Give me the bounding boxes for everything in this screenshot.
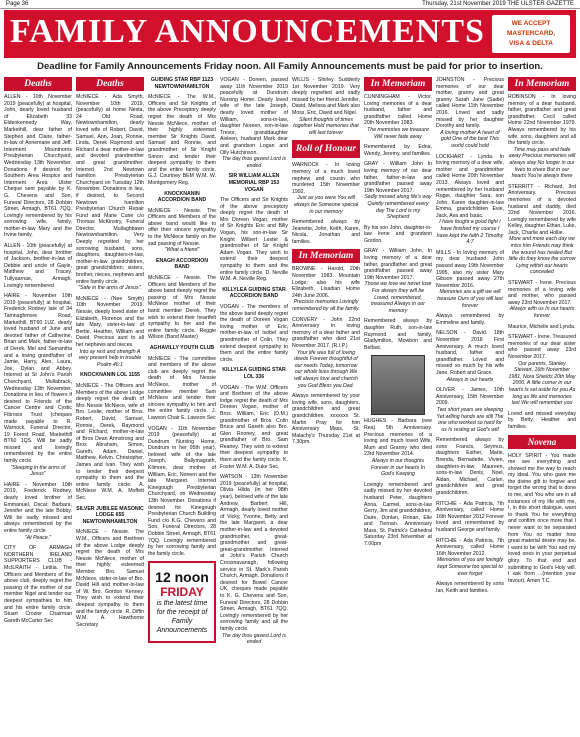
notice-text: STERRITT - Richard, 3rd Anniversary. Precious memories of a devoted husband and daddy, died 22nd November 2016. Lovingly remembered by wife Kelley, daughter Ethan, Luke, Jack, Charlie and Hollie. bbox=[508, 183, 576, 236]
notice bbox=[148, 426, 216, 558]
notice bbox=[508, 94, 576, 180]
notice-text: RITCHIE - Ada Patricia, 7th Anniversary, called Home 16th November 2012. bbox=[436, 537, 504, 557]
notice bbox=[220, 304, 288, 363]
ad-text: is the latest time for the receipt of Family Announcements bbox=[156, 600, 208, 635]
notice bbox=[4, 482, 72, 541]
deadline-notice: Deadline for Family Announcements Friday noon. All Family Announcements must be paid for prior to insertion. bbox=[37, 61, 543, 72]
notice-verse: "Safe in the arms of Jesus". bbox=[78, 285, 142, 292]
organisation-heading: SIR WILLIAM ALLEN MEMORIAL RBP 153 VOGAN bbox=[228, 173, 280, 193]
notice bbox=[436, 437, 504, 496]
notice bbox=[364, 94, 432, 140]
organisation-heading: KNOCKNANIN LOL 1155 bbox=[80, 372, 140, 379]
notice-text: McNIECE - (Nee Smyth) 10th November 2019. Nessie, deeply loved sister of Elizabeth, Florence and the late Mary, sister-in-law of Bertie. Heather, William and David. Precious aunt to all her nephews and nieces. bbox=[76, 295, 144, 348]
roll-of-honour-heading: Roll of Honour bbox=[292, 140, 360, 158]
organisation-heading: KNOCKNANIN ACCORDION BAND bbox=[157, 190, 207, 204]
deadline-advert bbox=[148, 561, 216, 643]
notice-verse: The memories we treasure Will never fade away bbox=[367, 126, 429, 140]
notice bbox=[148, 275, 216, 341]
notice bbox=[508, 324, 576, 331]
notice-text: Remembered always by daughter Ruth, son-in-law Raymond and family, Gladymilton, Mowbon and Belfast. bbox=[364, 318, 432, 351]
column-6 bbox=[364, 77, 432, 735]
notice bbox=[508, 453, 576, 585]
notice-text: McNIECE - Ada Smyth, November 10th 2019, (peacefully) at home Nesta, 24 Old Road, Newtownhamilton, dearly loved wife of Robert, David, Samuel, Ann, Joan, Ronnie, Linda, Derek Raymond and Richard a dear mother-in-law and devoted grandmother and great grandmother. Interred 2nd Newtown hamilton Presbyterian Churchyard on Tuesday 12th November. Donations in lieu, if desired, to Second Newtown hamilton Presbyterian Church Repair Fund and Marie Curie c/o Thomas McKinstry, Funeral Director, Mullaghbawn Newtownhamilton. Very Deeply regretted by her sorrowing husband, sons, daughters, daughters-in-law, mother-in-law grandchildren, great grandchildren, sisters, brother, nieces, nephews and entire family circle. bbox=[76, 94, 144, 285]
notice-text: McNIECE - The committee and members of the above club are deeply regret the death of Mrs Nessie McNiece, mother of committee member Sam McNiece and tender their sincere sympathy to him and the entire family circle. J. Lawson Chair E. Lawson Sec bbox=[148, 355, 216, 421]
ad-day: FRIDAY bbox=[160, 585, 204, 600]
notice-verse: Precious memories Lovingly remembered by all the family. bbox=[292, 299, 360, 313]
card-line: WE ACCEPT bbox=[511, 20, 551, 27]
notice bbox=[148, 94, 216, 186]
notice bbox=[436, 330, 504, 383]
notice-text: WARNOCK - In loving memory of a much loved nephew and cousin who murdered 15th November 1992. bbox=[292, 162, 360, 195]
column-3 bbox=[148, 77, 216, 735]
notice bbox=[292, 393, 360, 446]
notice-verse: Time may pass and fade away Precious memories will always stay No longer in our lives to share But in our hearts You're always there bbox=[508, 146, 576, 180]
notice-text: Remembered always by Jeanette, John, Keith, Karen, Nicola, Jonathan and families. bbox=[292, 219, 360, 245]
notice bbox=[4, 94, 72, 239]
section-heading: Deaths bbox=[4, 77, 72, 91]
notice-text: WATSON - 13th November 2019 (peacefully) at hospital, Olivia Hilda (in her 98th year), beloved wife of the late Andrew, Barbert Hill, Armagh, dearly loved mother of Vicky, Yvonne, Betty and the late Margaret, a dear mother-in-law and a devoted grandmother, great-grandmother and great-great-grandmother. Interred at John's Parish Church Crossnavanagh, following service in St. Mark's Parish Church, Armagh. Donations if desired for Bowel Cancer UK, cheques made payable to K. G. Chevens and Son, Funeral Directors, 28 Dobbin Street, Armagh, BT61 7QQ. Lovingly remembered by her sorrowing family and all the family circle. bbox=[220, 474, 288, 632]
notice-text: Remembered always by sons Francis, Seymus, daughters Esther, Marie, Brenda, Bernadette, Vivien, daughters-in-law Maureen, sons-in-law Denis, Noel, Aidan, Michael, Carlan, grandchildren and great grandchildren. bbox=[436, 437, 504, 497]
notice-text: STEWART - Irene. Precious memories of a loving wife and mother, who passed away 23rd November 2017. bbox=[508, 280, 576, 306]
notice bbox=[76, 383, 144, 502]
column-5 bbox=[292, 77, 360, 735]
organisation-heading: ENAGH ACCORDION BAND bbox=[156, 257, 208, 271]
column-2 bbox=[76, 77, 144, 735]
family-announcements-banner bbox=[4, 10, 576, 58]
notice bbox=[508, 280, 576, 320]
notice-verse: I have fought a good fight I have finished my course I have kept the faith 2 Timothy 4:7 bbox=[436, 219, 504, 246]
notice-verse: A loving mother A heart of gold One of the best This world could hold bbox=[440, 129, 500, 149]
notice bbox=[220, 385, 288, 471]
notice-text: HUGHES - Barbara (nee Rea) 5th Anniversary. Precious memories of a loving and much loved Wife, Mum and Granny who died 23rd November 2014. bbox=[364, 418, 432, 458]
notice bbox=[436, 581, 504, 594]
notice bbox=[436, 77, 504, 150]
notice-verse: Into ay rest and strength A very present help in trouble Psalm 46:1 bbox=[78, 348, 142, 368]
notice bbox=[4, 293, 72, 478]
column-8 bbox=[508, 77, 576, 735]
ad-time: 12 noon bbox=[155, 569, 209, 586]
notice-text: JOHNSTON - Precious memories of our dear mother, granny and great granny Sarah Jane (Sadie) called Home 11th November 2016. Loved and sadly missed by her daughter Dorothy and family. bbox=[436, 77, 504, 130]
notice-verse: Sadly missed along life's way Quietly remembered every day The Lord is my Shepherd bbox=[364, 194, 432, 221]
notice bbox=[364, 318, 432, 351]
notice bbox=[364, 225, 432, 245]
notice bbox=[220, 474, 288, 645]
notice-text: VOGAN - Doreen, passed away 11th November 2019 peacefully at Dundrum Nursing Home. Dearly loved wife of the late Joseph, dearly loved mother of William, sons-in-law, daughter Noreen, son-in-law Trevor, granddaughter Aisleen, husband Mark dear and grandson Logan and Olly Hutchinson. bbox=[220, 77, 288, 156]
issue-date: Thursday, 21st November 2019 THE ULSTER GAZETTE bbox=[422, 1, 574, 7]
organisation-heading: KILLYLEA GUIDING STAR LOL 336 bbox=[222, 367, 286, 380]
organisation-heading: GUIDING STAR RBP 1123 NEWTOWNHAMILTON bbox=[150, 77, 214, 90]
notice-text: Maurice, Michelle and Lynda. bbox=[508, 323, 576, 330]
column-1 bbox=[4, 77, 72, 735]
card-line: MASTERCARD, bbox=[506, 30, 556, 37]
notice-text: McNIECE - The Officers and Members of the above Lodge deeply regret the death of Mrs Nessie McNiece, wife of Bro. Leslie, mother of Bros. Robert, David, Samuel, Ronnie, Derek, Raymond and Richard, mother-in-law of Bros Dean Armstrong and Bros Abraham, Simon, Gareth, Adam, Daniel, Matthew, Kelvin. Christopher, James and Ivan. They wish to tender their deepest sympathy to them and the entire family circle. A. McNiece W.M. A. Moffett Sec. bbox=[76, 382, 144, 502]
notice bbox=[508, 411, 576, 431]
notice-text: LOCKHART - Lynda. In loving memory of a dear wife, mother and grandmother called Home 20th November 2013. Always loved and remembered by her husband Roger, daughter Sara, son John, Karen daughter-in-law Emma, grandchildren Evie, Jack, Ava and Isaac. bbox=[436, 153, 504, 219]
notice bbox=[4, 243, 72, 289]
notice-text: ALLEN - 10th (peacefully) at hospital, John, dear brother of Jackson, brother-in-law of Debbie and uncle of Gayle, Matthew and Tracey. Tullyaarnae, Armagh. Lovingly remembered bbox=[4, 243, 72, 289]
notice-text: Always remembered by your loving wife, sons, daughters, grandchildren and great grandchildren. xxxxxxx St. Martin Pray for him Anniversary Mass, St. Malachy's Thursday 21st at 7.30pm. bbox=[292, 393, 360, 446]
notice-text: HAIRE - November 10th 2019 (peacefully) at hospital, Frederick Rodney late of 34 Tamnaghmore Road, Markethill, BT60 1UZ, dearly loved husband of June and devoted father of Catherine, Brian and Mark, father-in-law of Derek, Mel and Samantha and a loving grandfather of Jamie, Harry, Alex, Laura, Joe, Dylan and Abbey. Interred at St John's Parish Churchyard, Mullabrack, Wednesday 13th November. Donations in lieu of flowers if desired to Friends of the Cancer Centre and Cystic Fibrosis Trust (cheques made payable to R. Warnock, Funeral Director, 19 Forest Road, Markethill BT60 1QS. Will be sadly missed and lovingly remembered by the entire family circle. bbox=[4, 293, 72, 465]
page-header bbox=[0, 0, 580, 9]
notice bbox=[364, 161, 432, 220]
notice-text: VOGAN - The members of the above band deeply regret the death of Doreen Vogan loving mother of Eric, mother-in-law of Isobel and grandmother of Colin. They extend deepest sympathy to them and the entire family circle. bbox=[220, 304, 288, 363]
notice-verse: "What a friend" bbox=[164, 247, 200, 254]
notice bbox=[436, 387, 504, 433]
notice bbox=[436, 313, 504, 326]
notice-verse: Memories are a gift we will treasure Ours of you will last forever bbox=[437, 289, 503, 309]
organisation-heading: AGHAVILLY YOUTH CLUB bbox=[149, 344, 215, 351]
notice-text: CITY OF ARMAGH NORTHERN IRELAND SUPPORTERS CLUB - McILRAITH - Letitia. The Officers and Members of the above club, deeply regret the passing of the mother of our member Nigel and tender our deepest sympathies to him and his entire family circle. Stuart Crozier Chairman Gareth McCarter Sec bbox=[4, 545, 72, 624]
notice-text: RITCHIE - Ada Patricia, 7th Anniversary, called Home 16th November 2012 Forever loved and remembered by husband George and family. bbox=[436, 500, 504, 533]
notice-verse: Two short years are sleeping Yet willing hands are still The one who worked so hard for us Is resting at God's will bbox=[436, 406, 504, 433]
page-number: Page 36 bbox=[6, 1, 29, 7]
notice-verse: More and more each day we miss him Friends may think the wound has healed But little do they know the sorrow Lying within our hearts concealed bbox=[508, 236, 576, 276]
notice bbox=[220, 197, 288, 283]
section-heading: Deaths bbox=[76, 77, 144, 91]
notice bbox=[364, 418, 432, 477]
notice-verse: "Sleeping in the arms of Jesus" bbox=[10, 464, 66, 478]
notice bbox=[364, 144, 432, 157]
notice-text: CONVERY - John 22nd Anniversary In loving memory of a dear father and grandfather who died 21st November 2017. (R.I.P.) bbox=[292, 316, 360, 349]
notice bbox=[292, 77, 360, 136]
novena-heading: Novena bbox=[508, 435, 576, 449]
notice-text: GRAY - William John In loving memory of our dear father, father-in-law and grandfather passed away 19th November 2017. bbox=[364, 161, 432, 194]
notice bbox=[148, 208, 216, 254]
notice bbox=[76, 94, 144, 292]
organisation-heading: KILLYLEA GUIDING STAR ACCORDION BAND bbox=[222, 286, 286, 300]
column-7 bbox=[436, 77, 504, 735]
notice bbox=[292, 219, 360, 245]
notice-text: STEWART - Irene. Treasured memories of our dear sister who passed away 23rd November 2017. bbox=[508, 334, 576, 360]
notice-text: Always remembered by Emmeline and family. bbox=[436, 313, 504, 326]
notice bbox=[292, 162, 360, 215]
notice bbox=[4, 545, 72, 624]
notice bbox=[364, 248, 432, 314]
notice-text: GRAY - William John, In loving memory of a dear father, grandfather and great grandfather passed away 19th November 2017. bbox=[364, 248, 432, 281]
notice bbox=[292, 266, 360, 312]
memorial-photo bbox=[371, 355, 425, 415]
notice-text: McNIECE - The W.M., Officers and Sir Knights of the above Preceptory deeply regret the death of Mrs Nessie McNiece, mother of their highly esteemed member Sir Knights David, Samuel and Ronnie, and grandmother of Sir Knight Simon and tender their deepest sympathy to them and the entire family circle. G.J. Courtney BEM W.M. W. Montgomery Reg. bbox=[148, 94, 216, 186]
notice-verse: Always in our hearts bbox=[446, 376, 494, 383]
notice-text: McNIECE - Nessie. The Officers and Members of the above band deeply regret the passing of Mrs Nessie McNiece mother of their band member Derek. They wish to extend their heartfelt sympathy to her and the entire family circle. Reggie Wilson (Band Master) bbox=[148, 275, 216, 341]
notice-text: McNIECE - Nessie. The Officers and Members of the above band would like to offer their sincere sympathy to the McNiece family on the sad passing of Nessie. bbox=[148, 207, 216, 247]
notice-verse: Our parents, Stanley Stewart, 16th November 1981, Nora Shields 20th May 2000. A little corner in our hearts Is set aside for you As long as life and memories last We will remember you bbox=[508, 360, 576, 407]
notice-text: MILLS - In loving memory of my dear husband John passed away 19th November 1995, also my sister Mary Gibson passed away 27th November 2016. bbox=[436, 249, 504, 289]
notice-text: HOLY SPIRIT - You made me see everything and showed me the way to reach my ideal. You who gave me the divine gift to forgive and forget the wrong that is done to me, and You who are in all instances of my life with me, I, in this short dialogue, want to thank You for everything and confirm once more that I never want to be separated from You no matter how great material desire may be. I want to be with You and my loved ones in your perpetual glory. To that end and submitting to God's Holy will. I ask from ...(mention your favour). Amen T.C. bbox=[508, 452, 576, 584]
notice-text: NELSON - David. 18th November 2018 First Anniversary. A much loved husband, father and grandfather. Loved and missed so much by his wife Jane, Robert and Grace. bbox=[436, 330, 504, 376]
organisation-heading: SILVER JUBILEE MASONIC LODGE 655 NEWTOWNHAMILTON bbox=[76, 505, 144, 525]
notice-text: McNIECE - Nessie. The W.M., Officers and Brethren of the above Lodge deeply regret the death of Mrs Nessie McNiece, mother of their highly esteemed Member Bro. Samuel McNiece, sister-in-law of Bro. David Hill and mother-in-law of W. Bro. Gordon Kenney. They wish to extend their deepest sympathy to them and the family circle. R. Diffin W.M. A. Hawthorne Secretary bbox=[76, 529, 144, 628]
section-heading: In Memoriam bbox=[292, 249, 360, 263]
card-line: VISA & DELTA bbox=[509, 40, 553, 47]
section-heading: In Memoriam bbox=[508, 77, 576, 91]
notice-text: Remembered by Edna, Wendy, Jeremy, and families. bbox=[364, 144, 432, 157]
column-4 bbox=[220, 77, 288, 735]
notice-text: Loved and missed everyday by Betty, Heather and families. bbox=[508, 410, 576, 430]
notice-verse: Silent thoughts of times together Hold memories that will last forever bbox=[293, 116, 359, 136]
notice-verse: Always in our thoughts Forever in our hearts In God's Keeping bbox=[371, 457, 425, 478]
notice bbox=[292, 317, 360, 390]
notice bbox=[436, 250, 504, 309]
notice-text: ALLEN - 10th November 2019 (peacefully) at hospital, John, dearly loved husband of Elizabeth 33 Eldenkennedy Way, Markethill, dear father of Stephen and Claire, father-in-law of Annemarie and Jeff. Interment Mountnorris Presbyterian Churchyard, Wednesday 13th November. Donations if desired for Southern Area Hospice and Interment Area Ulster Cheque sent payable by K. G. Chevens and Son, Funeral Directors, 28 Dobbin Street, Armagh, BT61 7QQ. Lovingly remembered by his sorrowing wife, family, mother-in-law Mary and the Irvine family. bbox=[4, 94, 72, 239]
notice bbox=[508, 184, 576, 276]
notice bbox=[220, 77, 288, 169]
banner-title: FAMILY ANNOUNCEMENTS bbox=[10, 13, 485, 50]
notice-verse: Those we love we never lose For always they will be Loved, remembered, treasured Always in our memory bbox=[364, 281, 432, 314]
notice-verse: "At Peace." bbox=[24, 534, 52, 541]
notice-text: CUNNINGHAM - Victor. Loving memories of a dear husband, father and grandfather called Home 20th November 1983. bbox=[364, 94, 432, 127]
notice-text: By his son John, daughter-in-law Irene and grandson Gordon. bbox=[364, 224, 432, 244]
notice-text: Always remembered by sons Ian, Keith and families. bbox=[436, 581, 504, 594]
notice-text: ROBINSON - In loving memory of a dear husband, father, grandfather and great grandfather, Cecil called Home 22nd November 1979. Always remembered by his wife, sons, daughters and all the family circle. bbox=[508, 94, 576, 147]
notice-verse: Your life was full of loving deeds Forever thoughtful of our needs Today, tomorrow our whole lives through We will always love and cherish you God Bless you Dad. bbox=[294, 349, 358, 389]
notice-text: Lovingly remembered and sadly missed by her devoted husband Peter, daughters Anna, Carmel, sons-in-law Gerry, Jim and grandchildren, Daire, Donlan, Ronan, Elle and Tiernan. Anniversary Mass, St. Patrick's Cathedral Saturday 23rd November at 7.00pm bbox=[364, 481, 432, 548]
notice-text: VOGAN - The W.M. Officers and Brethren of the above lodge regret the death of Mrs Doreen Vogan, mother of Bros. William, Eric (D.M.) grandmother of Bros. Colin Bruce and Gareth also Bro. Glen Rooney, and great grandfather of Bro. Sam Reaney. They wish to extend their deepest sympathy to them and the family circle. K. Foster W.M. A. Duke Sec. bbox=[220, 384, 288, 470]
notice bbox=[364, 482, 432, 548]
notice bbox=[436, 538, 504, 578]
notice bbox=[76, 529, 144, 628]
notice-verse: Always with us In our hearts forever bbox=[509, 306, 575, 319]
notice-verse: Just as you were You will always be Someone special in our memory bbox=[293, 195, 359, 215]
notice-text: WILLIS - Shirley. Suddenly 1st November 2019. Very deeply regretted and sadly missed by her friend Jennifer, David, Melissa and Mark also Moss, Eric, David and Nigel. bbox=[292, 77, 360, 116]
notice-text: HAIRE - November 10th 2019, Frederick Rodney, dearly loved brother of Emmanuel, Oscar, Barbara, Jennifer and the late Bobby. Will be sadly missed and always remembered by the entire family circle. bbox=[4, 481, 72, 534]
notice-verse: The day thou gavest Lord is ended bbox=[221, 632, 287, 646]
notice bbox=[436, 501, 504, 534]
notice-verse: The day thou gavest Lord is ended bbox=[221, 156, 287, 169]
notice-text: The Officers and Sir Knights of the above preceptory deeply regret the death of Mrs Doreen Vogan, mother of Sir Knights Eric and Billy Vogan, his son-in-law Sir Knight Wilbert Lester & grandmother of Sir Knight Adam Vogan. They wish to extend their deepest sympathy to them and the entire family circle. D. Neville W.M. A. Neville Reg. bbox=[220, 197, 288, 283]
notice bbox=[508, 334, 576, 407]
notice bbox=[436, 154, 504, 246]
notice bbox=[76, 296, 144, 369]
notice-text: BROWNE - Harold, 20th November 1983. Mountain Lodge; also his wife Elizabeth, Lisadian Home 24th June 2006. bbox=[292, 266, 360, 299]
notice-text: VOGAN - 11th November 2019 (peacefully) at Dundrum Nursing Home, Dundrum in her 95th year), beloved wife of the late Joseph, Ballymagrath, Kilmore, dear mother of William, Eric, Noreen and the late Margaret. Interred Kinegough Presbyterian Churchyard, on Wednesday 13th November. Donations if desired for Kinegough Presbyterian Church Building Fund c/o K.G. Chevens and Son, Funeral Directors, 28 Dobbin Street, Armagh, BT61 7QQ. Lovingly remembered by her sorrowing family and the family circle. bbox=[148, 425, 216, 557]
notice-verse: Memories of you are lovingly kept Someone too special to ever forget bbox=[436, 557, 504, 577]
card-acceptance-badge bbox=[492, 15, 570, 53]
notice-text: OLIVER - James, 10th Anniversary, 15th November 2009. bbox=[436, 387, 504, 407]
notice bbox=[148, 356, 216, 422]
section-heading: In Memoriam bbox=[364, 77, 432, 91]
